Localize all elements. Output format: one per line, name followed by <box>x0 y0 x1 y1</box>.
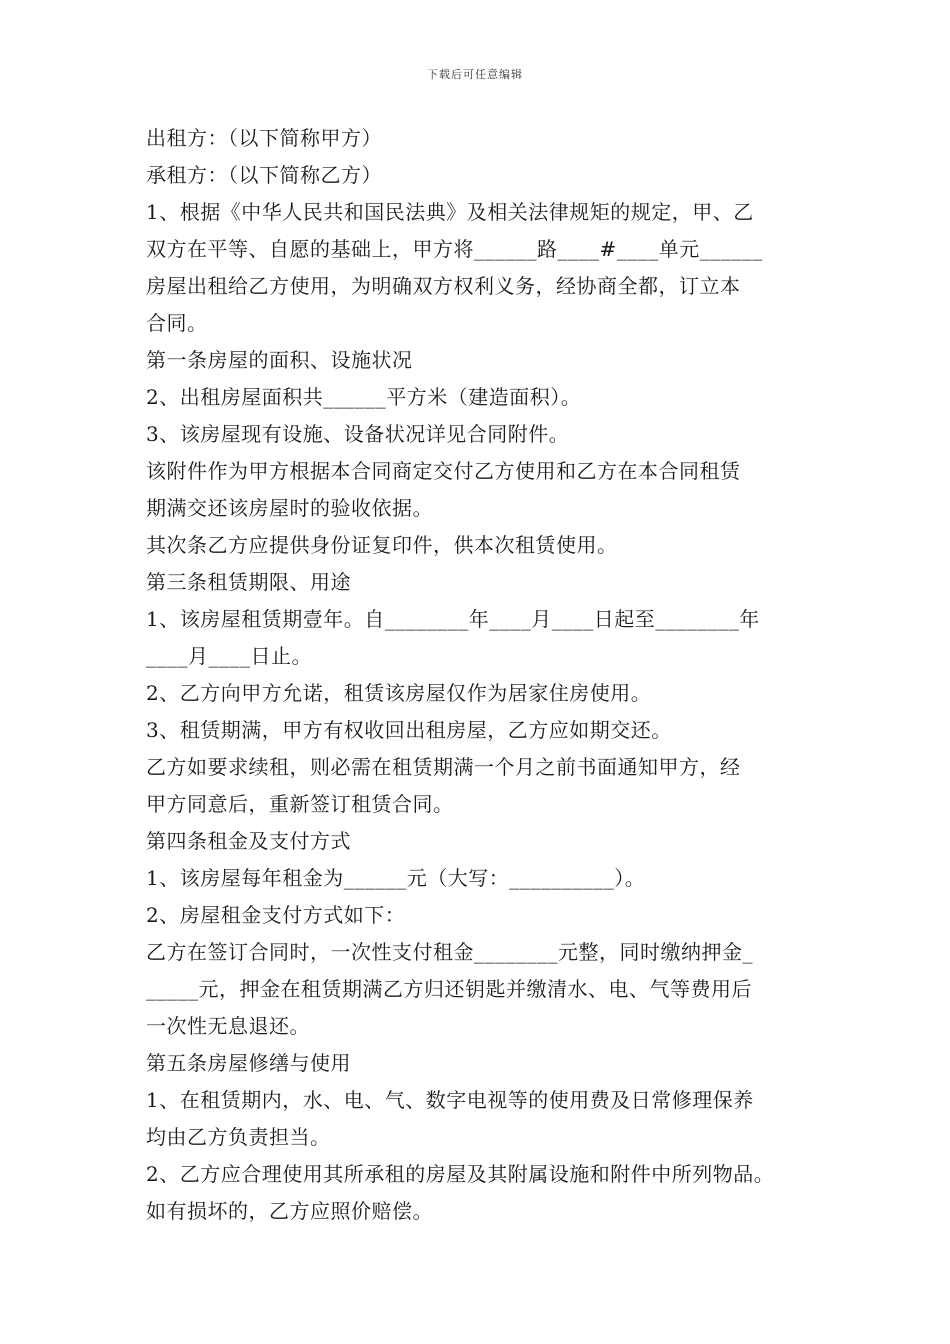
text-line: 如有损坏的，乙方应照价赔偿。 <box>146 1199 433 1223</box>
text-line: 甲方同意后，重新签订租赁合同。 <box>146 792 454 816</box>
section-heading: 第三条租赁期限、用途 <box>146 570 351 594</box>
text-line: 3、该房屋现有设施、设备状况详见合同附件。 <box>146 422 570 446</box>
text-line: 双方在平等、自愿的基础上，甲方将______路____#____单元______ <box>146 237 763 261</box>
text-line: 该附件作为甲方根据本合同商定交付乙方使用和乙方在本合同租赁 <box>146 459 741 483</box>
text-line: 一次性无息退还。 <box>146 1014 310 1038</box>
text-line: 1、该房屋每年租金为______元（大写：__________）。 <box>146 866 646 890</box>
text-line: 2、乙方应合理使用其所承租的房屋及其附属设施和附件中所列物品。 <box>146 1162 775 1186</box>
text-line: 1、该房屋租赁期壹年。自________年____月____日起至________年 <box>146 607 760 631</box>
text-line: 2、乙方向甲方允诺，租赁该房屋仅作为居家住房使用。 <box>146 681 652 705</box>
text-line: 1、在租赁期内，水、电、气、数字电视等的使用费及日常修理保养 <box>146 1088 754 1112</box>
section-heading: 其次条乙方应提供身份证复印件，供本次租赁使用。 <box>146 533 618 557</box>
text-line: 均由乙方负责担当。 <box>146 1125 331 1149</box>
text-line: 乙方在签订合同时，一次性支付租金________元整，同时缴纳押金_ <box>146 940 753 964</box>
text-line: 承租方：（以下简称乙方） <box>146 163 382 187</box>
section-heading: 第四条租金及支付方式 <box>146 829 351 853</box>
text-line: 出租方：（以下简称甲方） <box>146 126 382 150</box>
page-header: 下载后可任意编辑 <box>427 68 523 81</box>
text-line: ____月____日止。 <box>146 644 312 668</box>
text-line: _____元，押金在租赁期满乙方归还钥匙并缴清水、电、气等费用后 <box>146 977 752 1001</box>
text-line: 2、出租房屋面积共______平方米（建造面积）。 <box>146 385 582 409</box>
text-line: 合同。 <box>146 311 208 335</box>
text-line: 乙方如要求续租，则必需在租赁期满一个月之前书面通知甲方，经 <box>146 755 741 779</box>
text-line: 3、租赁期满，甲方有权收回出租房屋，乙方应如期交还。 <box>146 718 672 742</box>
text-line: 房屋出租给乙方使用，为明确双方权利义务，经协商全都，订立本 <box>146 274 741 298</box>
text-line: 1、根据《中华人民共和国民法典》及相关法律规矩的规定，甲、乙 <box>146 200 754 224</box>
section-heading: 第一条房屋的面积、设施状况 <box>146 348 413 372</box>
text-line: 期满交还该房屋时的验收依据。 <box>146 496 433 520</box>
text-line: 2、房屋租金支付方式如下： <box>146 903 406 927</box>
contract-body <box>146 120 816 1230</box>
section-heading: 第五条房屋修缮与使用 <box>146 1051 351 1075</box>
